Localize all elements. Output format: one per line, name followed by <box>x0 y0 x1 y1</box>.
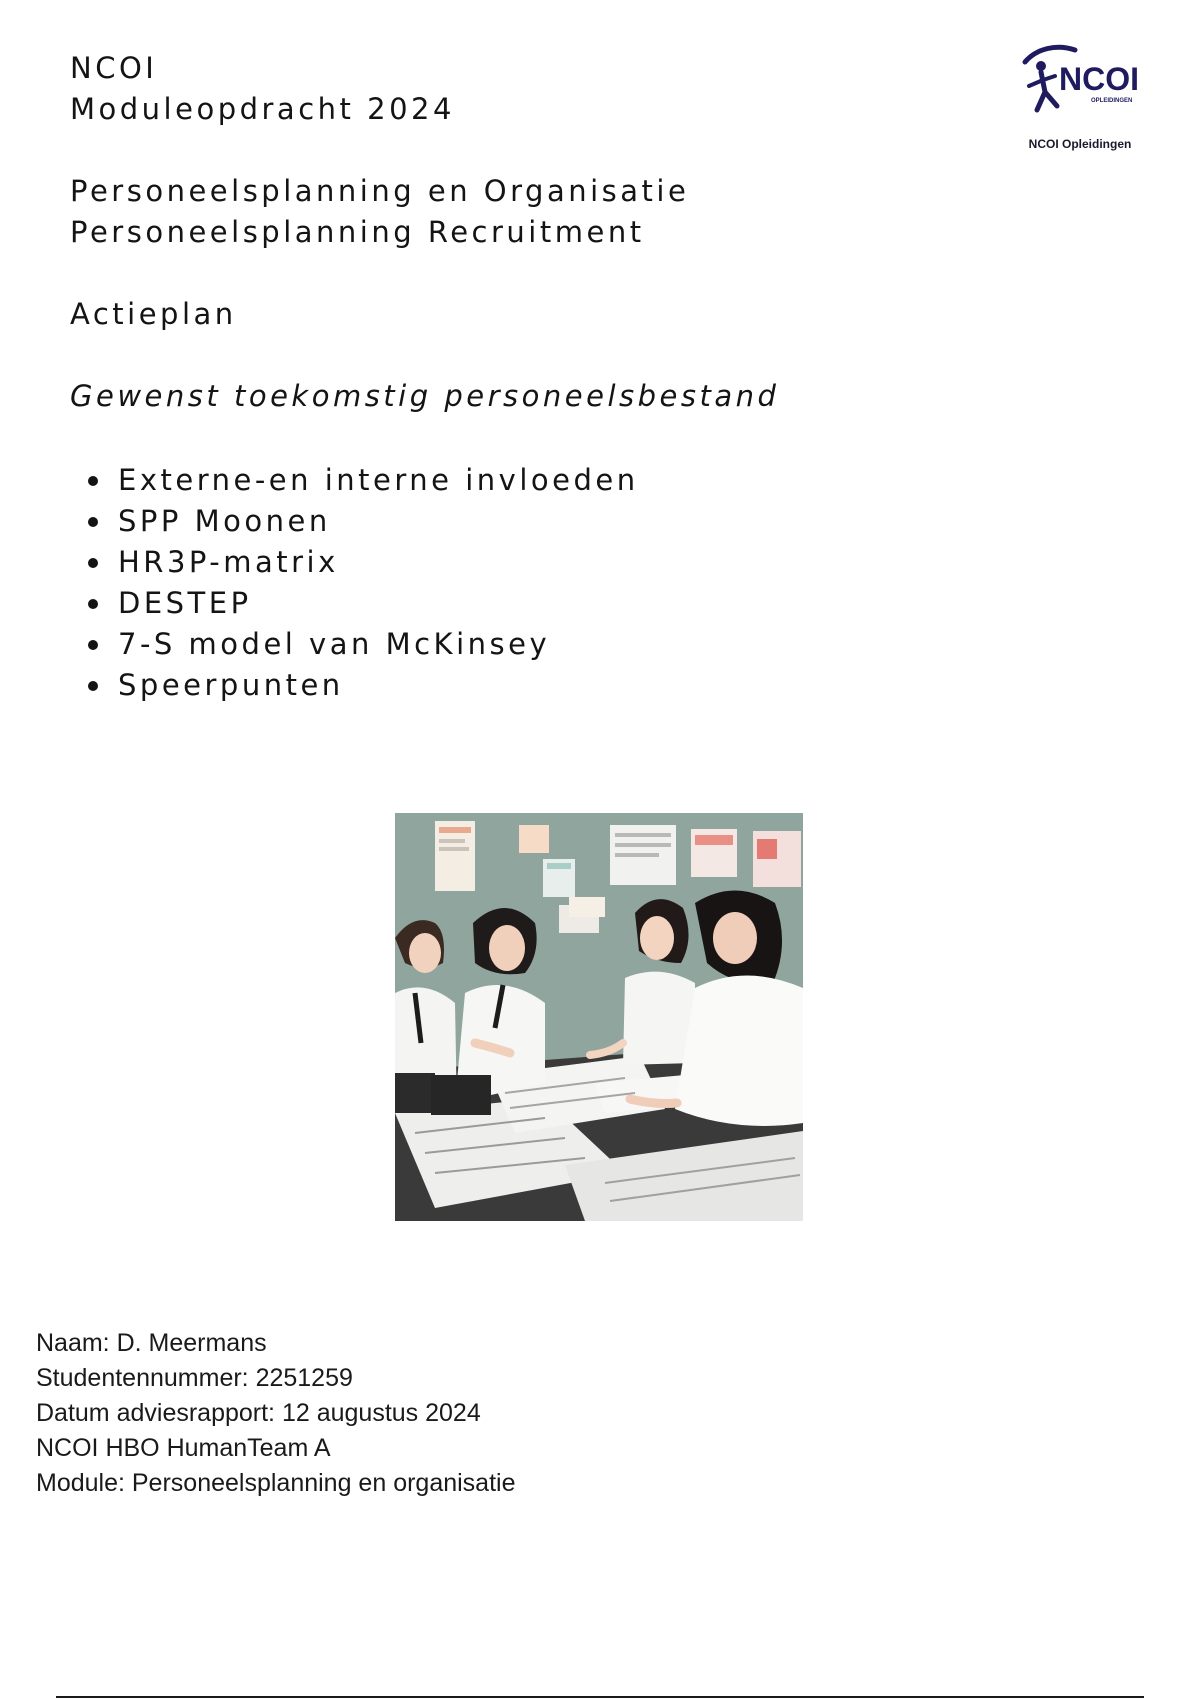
list-item <box>88 665 639 706</box>
topic-label: DESTEP <box>118 586 252 620</box>
list-item <box>88 583 639 624</box>
program-name: NCOI HBO HumanTeam A <box>36 1434 331 1462</box>
topic-label: SPP Moonen <box>118 504 331 538</box>
logo-caption: NCOI Opleidingen <box>1028 137 1132 151</box>
list-item <box>88 501 639 542</box>
course-line-2: Personeelsplanning Recruitment <box>70 215 645 249</box>
bullet-icon <box>88 640 98 650</box>
student-name: Naam: D. Meermans <box>36 1329 267 1357</box>
bullet-icon <box>88 558 98 568</box>
footer-divider <box>56 1696 1144 1698</box>
subtitle: Gewenst toekomstig personeelsbestand <box>70 379 780 413</box>
section-title: Actieplan <box>70 297 237 331</box>
bullet-icon <box>88 599 98 609</box>
bullet-icon <box>88 681 98 691</box>
student-details <box>36 1326 516 1501</box>
assignment-title: Moduleopdracht 2024 <box>70 92 455 126</box>
list-item <box>88 624 639 665</box>
cover-header <box>70 48 779 417</box>
course-line-1: Personeelsplanning en Organisatie <box>70 174 690 208</box>
list-item <box>88 460 639 501</box>
report-date: Datum adviesrapport: 12 augustus 2024 <box>36 1399 481 1427</box>
student-number: Studentennummer: 2251259 <box>36 1364 353 1392</box>
list-item <box>88 542 639 583</box>
topic-label: Externe-en interne invloeden <box>118 463 639 497</box>
team-meeting-illustration <box>395 813 803 1221</box>
logo-wordmark: NCOI <box>1059 61 1139 97</box>
bullet-icon <box>88 517 98 527</box>
topic-label: 7-S model van McKinsey <box>118 627 551 661</box>
bullet-icon <box>88 476 98 486</box>
topic-label: Speerpunten <box>118 668 344 702</box>
topics-list <box>88 460 639 706</box>
topic-label: HR3P-matrix <box>118 545 339 579</box>
org-name: NCOI <box>70 51 158 85</box>
logo-subtext: OPLEIDINGEN <box>1091 98 1133 104</box>
module-name: Module: Personeelsplanning en organisatie <box>36 1469 516 1497</box>
